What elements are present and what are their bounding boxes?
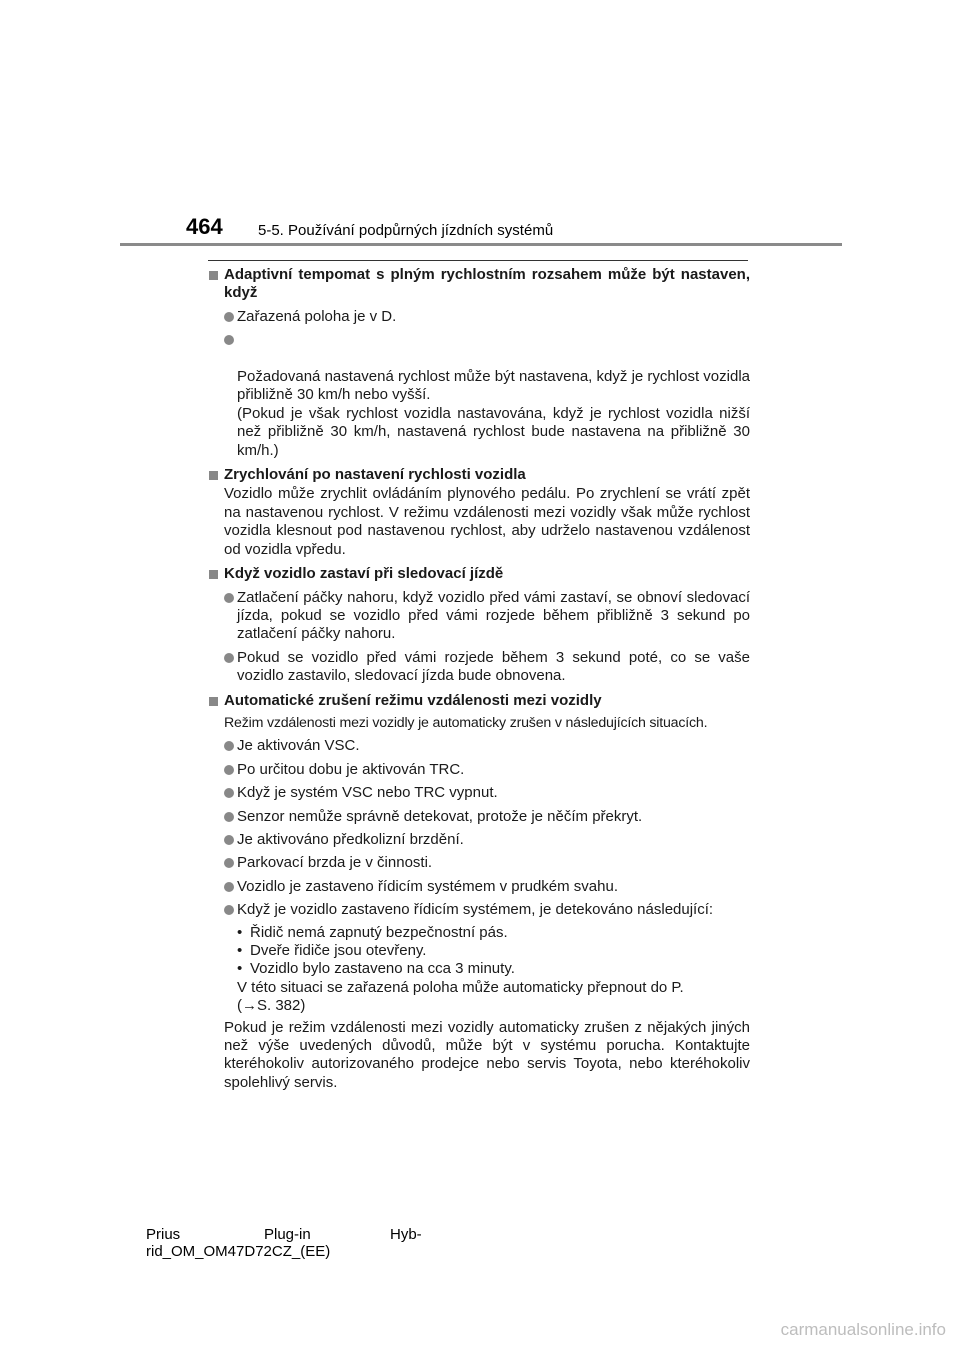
circle-bullet-icon (224, 741, 234, 751)
circle-bullet-icon (224, 858, 234, 868)
bullet-text: Zatlačení páčky nahoru, když vozidlo před vámi zastaví, se obnoví sledovací jízda, pokud se vozidlo před vámi rozjede během přibližně 3 sekund po zatlačení páčky nahoru. (237, 588, 750, 643)
bullet-text: Po určitou dobu je aktivován TRC. (237, 760, 465, 778)
bullet-item (224, 831, 750, 849)
sub-item (237, 960, 750, 978)
bullet-text: Vozidlo je zastaveno řídicím systémem v prudkém svahu. (237, 877, 618, 895)
bullet-item (224, 761, 750, 779)
paragraph: Režim vzdálenosti mezi vozidly je automaticky zrušen v následujících situacích. (224, 714, 708, 731)
square-bullet-icon (209, 471, 218, 480)
footer-variant: Plug-in (264, 1226, 311, 1243)
bullet-item (224, 649, 750, 686)
bullet-text: Senzor nemůže správně detekovat, protože je něčím překryt. (237, 807, 643, 825)
watermark: carmanualsonline.info (780, 1320, 946, 1339)
content (208, 266, 750, 1092)
footer-type: Hyb- (390, 1226, 422, 1243)
note-text: V této situaci se zařazená poloha může automaticky přepnout do P. (237, 978, 684, 996)
bullet-item (224, 308, 750, 326)
bullet-text: Když je systém VSC nebo TRC vypnut. (237, 784, 498, 802)
footer (146, 1226, 446, 1260)
section-title: 5-5. Používání podpůrných jízdních systémů (258, 222, 554, 239)
top-rule (208, 260, 748, 261)
header-rule (120, 243, 842, 246)
section-heading: Zrychlování po nastavení rychlosti vozidla (224, 466, 526, 484)
bullet-text: Zařazená poloha je v D. (237, 307, 397, 325)
small-dot-icon: • (237, 960, 243, 978)
paragraph: Vozidlo může zrychlit ovládáním plynového pedálu. Po zrychlení se vrátí zpět na nastavenou rychlost. V režimu vzdálenosti mezi vozidly však může rychlost vozidla klesnout pod nastavenou rychlost, aby udrželo nastavenou vzdálenost od vozidla vpředu. (224, 485, 750, 558)
circle-bullet-icon (224, 835, 234, 845)
bullet-text: Je aktivováno předkolizní brzdění. (237, 830, 464, 848)
bullet-text: Pokud se vozidlo před vámi rozjede během 3 sekund poté, co se vaše vozidlo zastavilo, sledovací jízda bude obnovena. (237, 648, 750, 685)
circle-bullet-icon (224, 765, 234, 775)
sub-item-text: Vozidlo bylo zastaveno na cca 3 minuty. (250, 960, 515, 978)
circle-bullet-icon (224, 882, 234, 892)
section-1 (208, 266, 750, 460)
sub-list (224, 924, 750, 979)
square-bullet-icon (209, 570, 218, 579)
bullet-item (224, 784, 750, 802)
bullet-item (224, 331, 750, 460)
bullet-text: Parkovací brzda je v činnosti. (237, 854, 433, 872)
circle-bullet-icon (224, 335, 234, 345)
bullet-item (224, 589, 750, 644)
footer-model: Prius (146, 1226, 181, 1243)
paragraph: Pokud je režim vzdálenosti mezi vozidly automaticky zrušen z nějakých jiných než výše uvedených důvodů, může být v systému porucha. Kontaktujte kteréhokoliv autorizovaného prodejce nebo servis Toyota, nebo kteréhokoliv spolehlivý servis. (224, 1018, 750, 1091)
circle-bullet-icon (224, 312, 234, 322)
circle-bullet-icon (224, 788, 234, 798)
bullet-item (224, 901, 750, 919)
small-dot-icon: • (237, 942, 243, 959)
bullet-text: Je aktivován VSC. (237, 737, 360, 755)
square-bullet-icon (209, 697, 218, 706)
section-heading: Adaptivní tempomat s plným rychlostním rozsahem může být nastaven, když (224, 266, 750, 302)
sub-item-text: Dveře řidiče jsou otevřeny. (250, 942, 427, 959)
section-heading: Automatické zrušení režimu vzdálenosti mezi vozidly (224, 691, 602, 709)
page-reference: (→S. 382) (237, 997, 306, 1015)
bullet-item (224, 737, 750, 755)
square-bullet-icon (209, 271, 218, 280)
sub-item (237, 942, 750, 960)
bullet-text: Když je vozidlo zastaveno řídicím systémem, je detekováno následující: (237, 901, 714, 919)
circle-bullet-icon (224, 812, 234, 822)
circle-bullet-icon (224, 905, 234, 915)
bullet-item (224, 808, 750, 826)
footer-code: rid_OM_OM47D72CZ_(EE) (146, 1243, 331, 1260)
section-heading: Když vozidlo zastaví při sledovací jízdě (224, 565, 504, 583)
section-2 (208, 466, 750, 559)
section-3 (208, 565, 750, 685)
sub-item-text: Řidič nemá zapnutý bezpečnostní pás. (250, 923, 508, 941)
circle-bullet-icon (224, 593, 234, 603)
small-dot-icon: • (237, 923, 243, 941)
circle-bullet-icon (224, 653, 234, 663)
bullet-item (224, 878, 750, 896)
bullet-item (224, 854, 750, 872)
page-number: 464 (186, 214, 223, 239)
bullet-text: Požadovaná nastavená rychlost může být nastavena, když je rychlost vozidla přibližně 30 km/h nebo vyšší. (Pokud je však rychlost vozidla nastavována, když je rychlost vozidla nižší než přibližně 30 km/h, nastavená rychlost bude nastavena na přibližně 30 km/h.) (237, 368, 750, 459)
section-4 (208, 692, 750, 1093)
sub-item (237, 924, 750, 942)
